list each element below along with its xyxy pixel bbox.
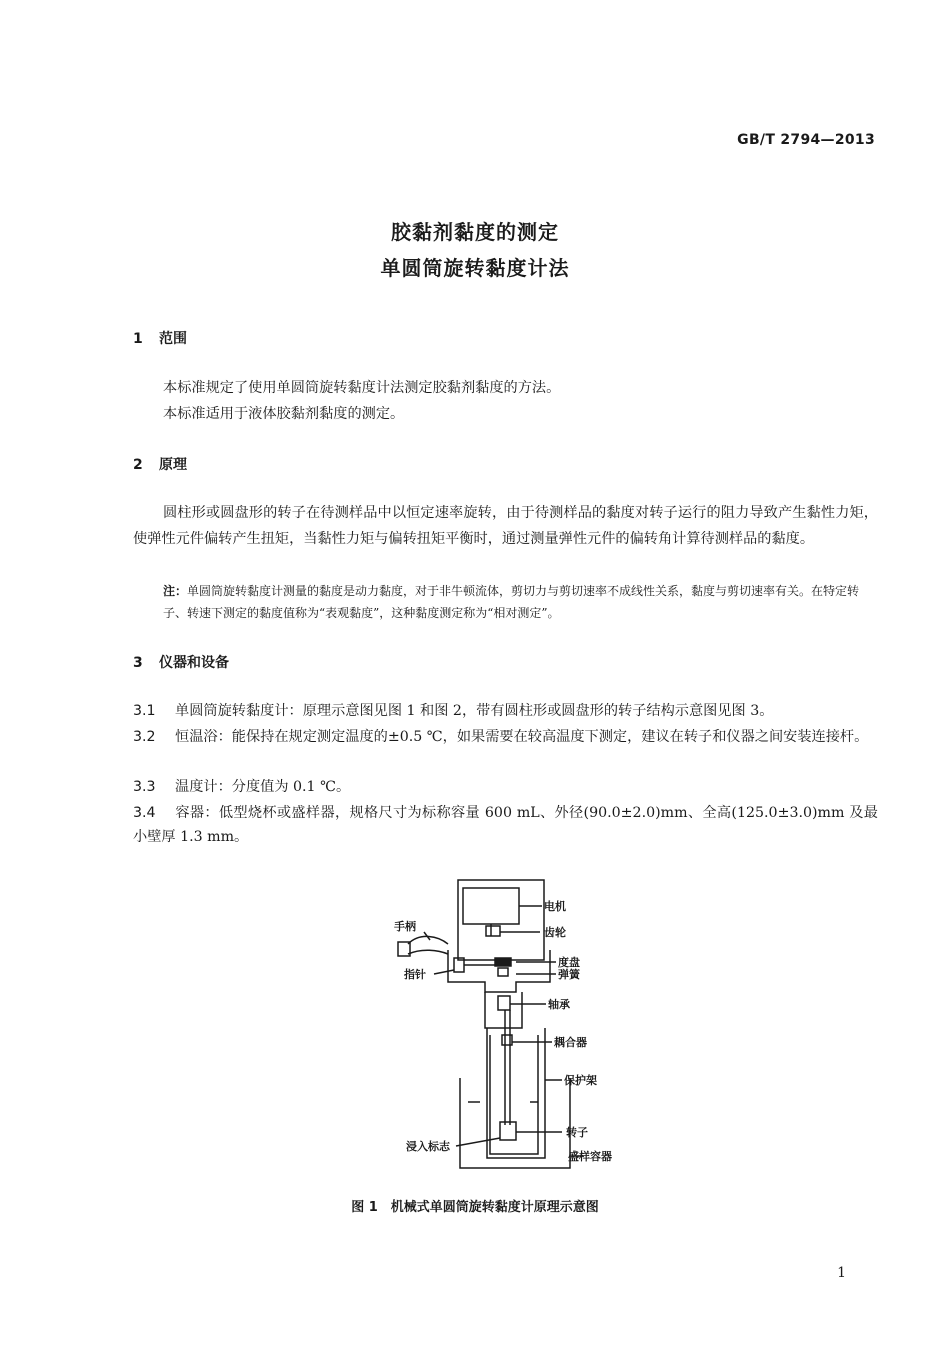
clause-number: 3.4 — [133, 805, 156, 821]
note-text: 单圆筒旋转黏度计测量的黏度是动力黏度，对于非牛顿流体，剪切力与剪切速率不成线性关系，黏度与剪切速率有关。在特定转子、转速下测定的黏度值称为“表观黏度”，这种黏度测定称为“相对测定”。 — [163, 584, 860, 620]
clause-text: 单圆筒旋转黏度计：原理示意图见图 1 和图 2，带有圆柱形或圆盘形的转子结构示意图见图 3。 — [175, 703, 774, 719]
section-number: 3 — [133, 655, 143, 671]
page-number: 1 — [837, 1265, 846, 1281]
scope-line-2: 本标准适用于液体胶黏剂黏度的测定。 — [163, 406, 405, 422]
clause-number: 3.1 — [133, 703, 156, 719]
label-coupling: 耦合器 — [554, 1036, 587, 1049]
spring-shape — [498, 968, 508, 976]
clause-number: 3.2 — [133, 729, 156, 745]
section-title: 原理 — [159, 457, 187, 473]
standard-code: GB/T 2794—2013 — [737, 132, 875, 148]
figure-1-diagram — [390, 870, 630, 1174]
label-immersion-mark: 浸入标志 — [406, 1140, 450, 1153]
label-handle: 手柄 — [394, 920, 416, 933]
bearing-shape — [498, 996, 510, 1010]
clause-text: 容器：低型烧杯或盛样器，规格尺寸为标称容量 600 mL、外径(90.0±2.0)mm、全高(125.0±3.0)mm 及最小壁厚 1.3 mm。 — [133, 805, 878, 845]
section-heading-apparatus — [133, 652, 229, 672]
title-line-2: 单圆筒旋转黏度计法 — [380, 256, 570, 280]
section-title: 范围 — [159, 331, 187, 347]
figure-1-caption: 图 1 机械式单圆筒旋转黏度计原理示意图 — [351, 1200, 599, 1215]
clause-3-3 — [133, 775, 878, 799]
label-guard: 保护架 — [564, 1074, 597, 1087]
note-label: 注： — [163, 584, 188, 598]
section-number: 1 — [133, 331, 143, 347]
label-container: 盛样容器 — [568, 1150, 612, 1163]
clause-number: 3.3 — [133, 779, 156, 795]
title-line-1: 胶黏剂黏度的测定 — [391, 220, 559, 244]
label-pointer: 指针 — [404, 968, 426, 981]
dial-shape — [495, 958, 511, 966]
label-motor: 电机 — [544, 900, 566, 913]
clause-text: 恒温浴：能保持在规定测定温度的±0.5 ℃，如果需要在较高温度下测定，建议在转子和仪器之间安装连接杆。 — [175, 729, 869, 745]
motor-box — [463, 888, 519, 924]
viscometer-schematic — [390, 870, 630, 1170]
principle-paragraph: 圆柱形或圆盘形的转子在待测样品中以恒定速率旋转，由于待测样品的黏度对转子运行的阻力导致产生黏性力矩，使弹性元件偏转产生扭矩，当黏性力矩与偏转扭矩平衡时，通过测量弹性元件的偏转角计算待测样品的黏度。 — [133, 505, 878, 547]
gear-shape — [486, 926, 500, 936]
clause-3-1 — [133, 699, 878, 723]
label-rotor: 转子 — [566, 1126, 588, 1139]
label-bearing: 轴承 — [548, 998, 570, 1011]
section-title: 仪器和设备 — [159, 655, 229, 671]
principle-note — [163, 580, 878, 624]
label-spring: 弹簧 — [558, 968, 580, 981]
label-gear: 齿轮 — [544, 926, 566, 939]
rotor-shape — [500, 1122, 516, 1140]
scope-line-1: 本标准规定了使用单圆筒旋转黏度计法测定胶黏剂黏度的方法。 — [163, 380, 561, 396]
section-heading-scope — [133, 328, 187, 348]
clause-3-2 — [133, 725, 878, 749]
section-number: 2 — [133, 457, 143, 473]
clause-text: 温度计：分度值为 0.1 ℃。 — [175, 779, 351, 795]
clause-3-4 — [133, 801, 878, 849]
housing — [458, 880, 544, 960]
label-dial: 度盘 — [558, 956, 580, 969]
section-heading-principle — [133, 454, 187, 474]
